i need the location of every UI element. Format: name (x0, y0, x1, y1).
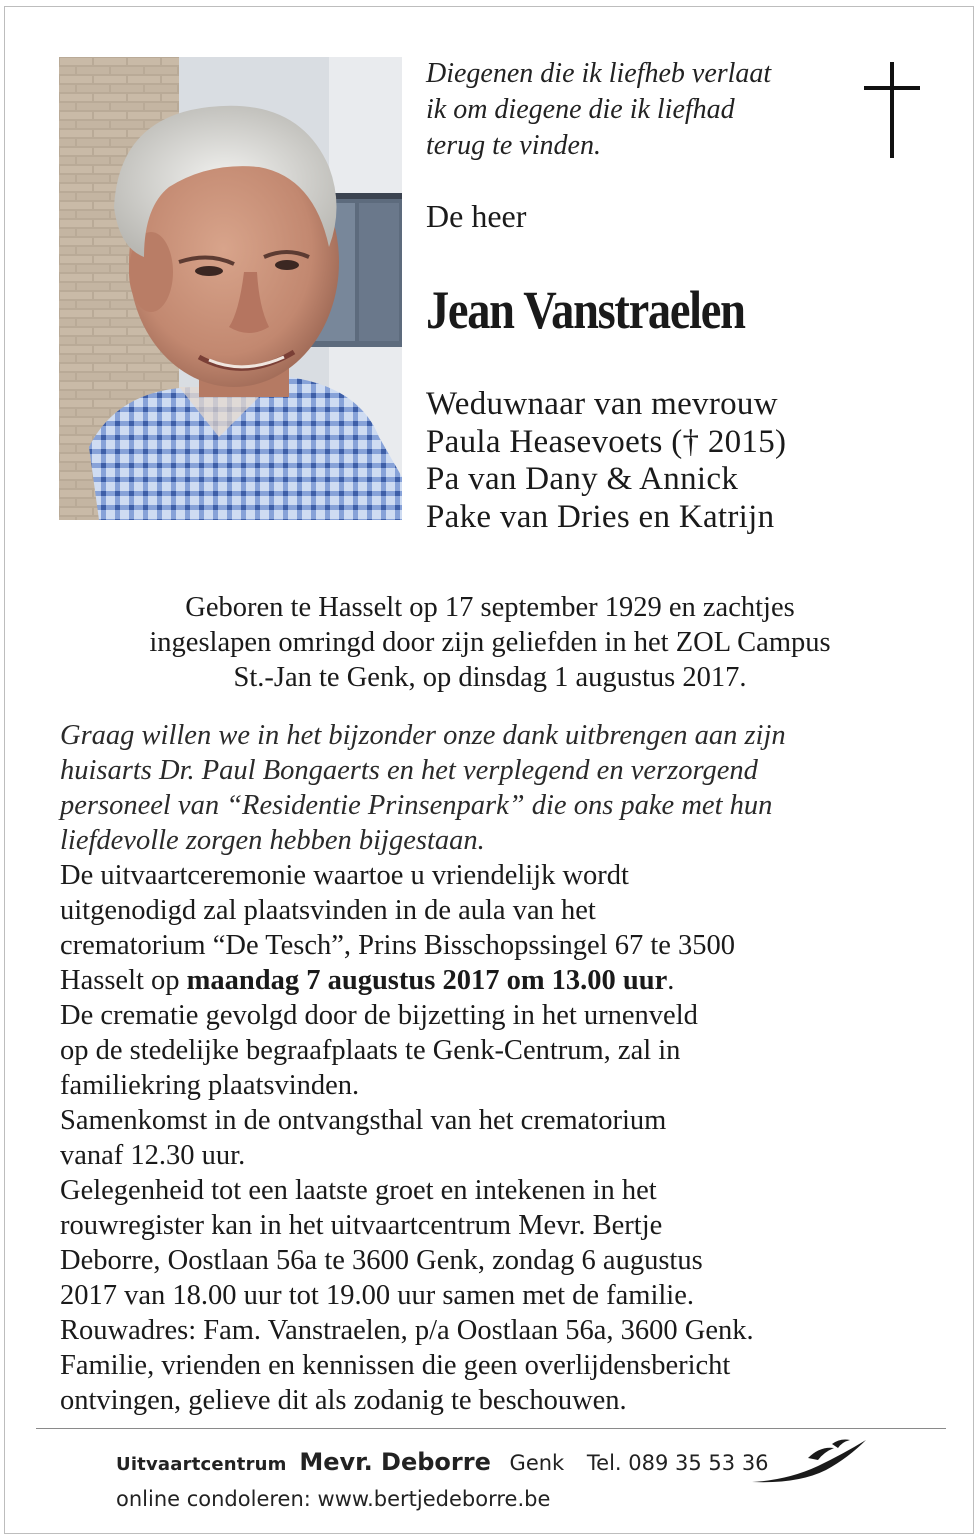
ceremony-datetime: maandag 7 augustus 2017 om 13.00 uur (186, 965, 668, 996)
birth-line: ingeslapen omringd door zijn geliefden in het ZOL Campus (149, 627, 831, 658)
ceremony-line (60, 963, 940, 998)
footer-label: Uitvaartcentrum (116, 1454, 287, 1475)
relation-line: Pa van Dany & Annick (426, 461, 739, 497)
poem-line: terug te vinden. (426, 130, 601, 161)
bird-logo-icon (748, 1436, 878, 1490)
footer-online-link[interactable]: online condoleren: www.bertjedeborre.be (116, 1487, 551, 1511)
birth-line: St.-Jan te Genk, op dinsdag 1 augustus 2017. (233, 662, 747, 693)
relation-line: Weduwnaar van mevrouw (426, 386, 778, 422)
gathering-paragraph (60, 1103, 940, 1173)
footer-contact-row (116, 1444, 816, 1483)
farewell-line: rouwregister kan in het uitvaartcentrum Mevr. Bertje (60, 1210, 663, 1241)
ceremony-paragraph (60, 858, 940, 998)
farewell-line: Gelegenheid tot een laatste groet en intekenen in het (60, 1175, 657, 1206)
cremation-line: familiekring plaatsvinden. (60, 1070, 360, 1101)
poem-line: ik om diegene die ik liefhad (426, 94, 735, 125)
announcement-body (60, 718, 940, 1418)
ceremony-line: De uitvaartceremonie waartoe u vriendelijk wordt (60, 860, 629, 891)
farewell-paragraph (60, 1173, 940, 1313)
portrait-photo (59, 57, 402, 520)
thanks-line: liefdevolle zorgen hebben bijgestaan. (60, 825, 485, 856)
cremation-line: De crematie gevolgd door de bijzetting in het urnenveld (60, 1000, 698, 1031)
honorific: De heer (426, 198, 527, 234)
ceremony-suffix: . (667, 965, 675, 996)
address-paragraph (60, 1313, 940, 1348)
cremation-paragraph (60, 998, 940, 1103)
notice-line: ontvingen, gelieve dit als zodanig te beschouwen. (60, 1385, 627, 1416)
ceremony-line: crematorium “De Tesch”, Prins Bisschopssingel 67 te 3500 (60, 930, 736, 961)
notice-line: Familie, vrienden en kennissen die geen overlijdensbericht (60, 1350, 731, 1381)
footer-city: Genk (509, 1451, 565, 1475)
deceased-name: Jean Vanstraelen (426, 280, 745, 340)
poem (426, 56, 846, 164)
ceremony-line: uitgenodigd zal plaatsvinden in de aula van het (60, 895, 596, 926)
footer-phone: Tel. 089 35 53 36 (586, 1451, 769, 1475)
family-relations (426, 386, 926, 536)
birth-death-paragraph (40, 590, 940, 695)
farewell-line: 2017 van 18.00 uur tot 19.00 uur samen met de familie. (60, 1280, 694, 1311)
farewell-line: Deborre, Oostlaan 56a te 3600 Genk, zondag 6 augustus (60, 1245, 703, 1276)
relation-line: Paula Heasevoets († 2015) (426, 423, 787, 460)
funeral-home-footer (116, 1444, 816, 1517)
thanks-line: personeel van “Residentie Prinsenpark” die ons pake met hun (60, 790, 773, 821)
thanks-paragraph (60, 718, 940, 858)
footer-brand: Mevr. Deborre (299, 1448, 491, 1476)
cross-icon (864, 62, 924, 166)
gathering-line: Samenkomst in de ontvangsthal van het crematorium (60, 1105, 667, 1136)
footer-divider (36, 1428, 946, 1429)
relation-line: Pake van Dries en Katrijn (426, 498, 775, 535)
thanks-line: huisarts Dr. Paul Bongaerts en het verplegend en verzorgend (60, 755, 758, 786)
mourning-address: Rouwadres: Fam. Vanstraelen, p/a Oostlaan 56a, 3600 Genk. (60, 1315, 754, 1346)
cremation-line: op de stedelijke begraafplaats te Genk-Centrum, zal in (60, 1035, 681, 1066)
notice-paragraph (60, 1348, 940, 1418)
ceremony-prefix: Hasselt op (60, 965, 187, 996)
gathering-line: vanaf 12.30 uur. (60, 1140, 246, 1171)
poem-line: Diegenen die ik liefheb verlaat (426, 58, 772, 89)
birth-line: Geboren te Hasselt op 17 september 1929 en zachtjes (185, 592, 795, 623)
thanks-line: Graag willen we in het bijzonder onze dank uitbrengen aan zijn (60, 720, 786, 751)
